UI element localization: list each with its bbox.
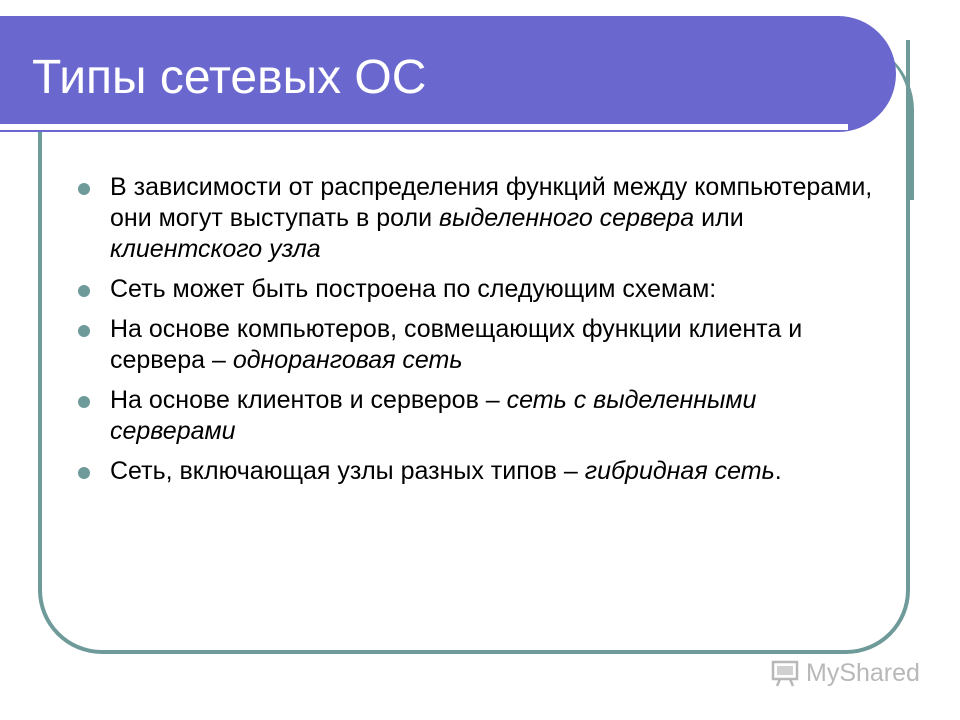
bullet-item xyxy=(75,456,885,487)
bullet-emphasis: гибридная сеть xyxy=(584,457,775,485)
bullet-text: Сеть, включающая узлы разных типов – xyxy=(110,457,585,485)
presentation-board-icon xyxy=(770,658,800,688)
slide-title: Типы сетевых ОС xyxy=(32,51,427,104)
bullet-emphasis: сеть с выделенными серверами xyxy=(110,386,757,445)
bullet-dot-icon xyxy=(78,467,90,479)
bullet-text: . xyxy=(774,457,782,485)
bullet-text: Сеть может быть построена по следующим схемам: xyxy=(110,275,717,303)
bullet-text: В зависимости от распределения функций между компьютерами, они могут выступать в роли xyxy=(110,173,873,232)
bullet-item xyxy=(75,172,885,265)
watermark-logo xyxy=(770,655,920,691)
watermark-text: MyShared xyxy=(806,658,920,687)
bullet-dot-icon xyxy=(78,183,90,195)
bullet-list xyxy=(75,172,885,496)
bullet-dot-icon xyxy=(78,285,90,297)
bullet-emphasis: одноранговая сеть xyxy=(232,346,463,374)
bullet-dot-icon xyxy=(78,325,90,337)
bullet-emphasis: клиентского узла xyxy=(110,235,321,263)
bullet-text: На основе клиентов и серверов – xyxy=(110,386,507,414)
bullet-dot-icon xyxy=(78,396,90,408)
title-underline xyxy=(0,124,848,130)
bullet-text: На основе компьютеров, совмещающих функции клиента и сервера – xyxy=(110,315,803,374)
bullet-text: или xyxy=(694,204,744,232)
title-bar xyxy=(0,16,896,132)
bullet-emphasis: выделенного сервера xyxy=(439,204,695,232)
bullet-item xyxy=(75,314,885,376)
bullet-item xyxy=(75,385,885,447)
bullet-item xyxy=(75,274,885,305)
